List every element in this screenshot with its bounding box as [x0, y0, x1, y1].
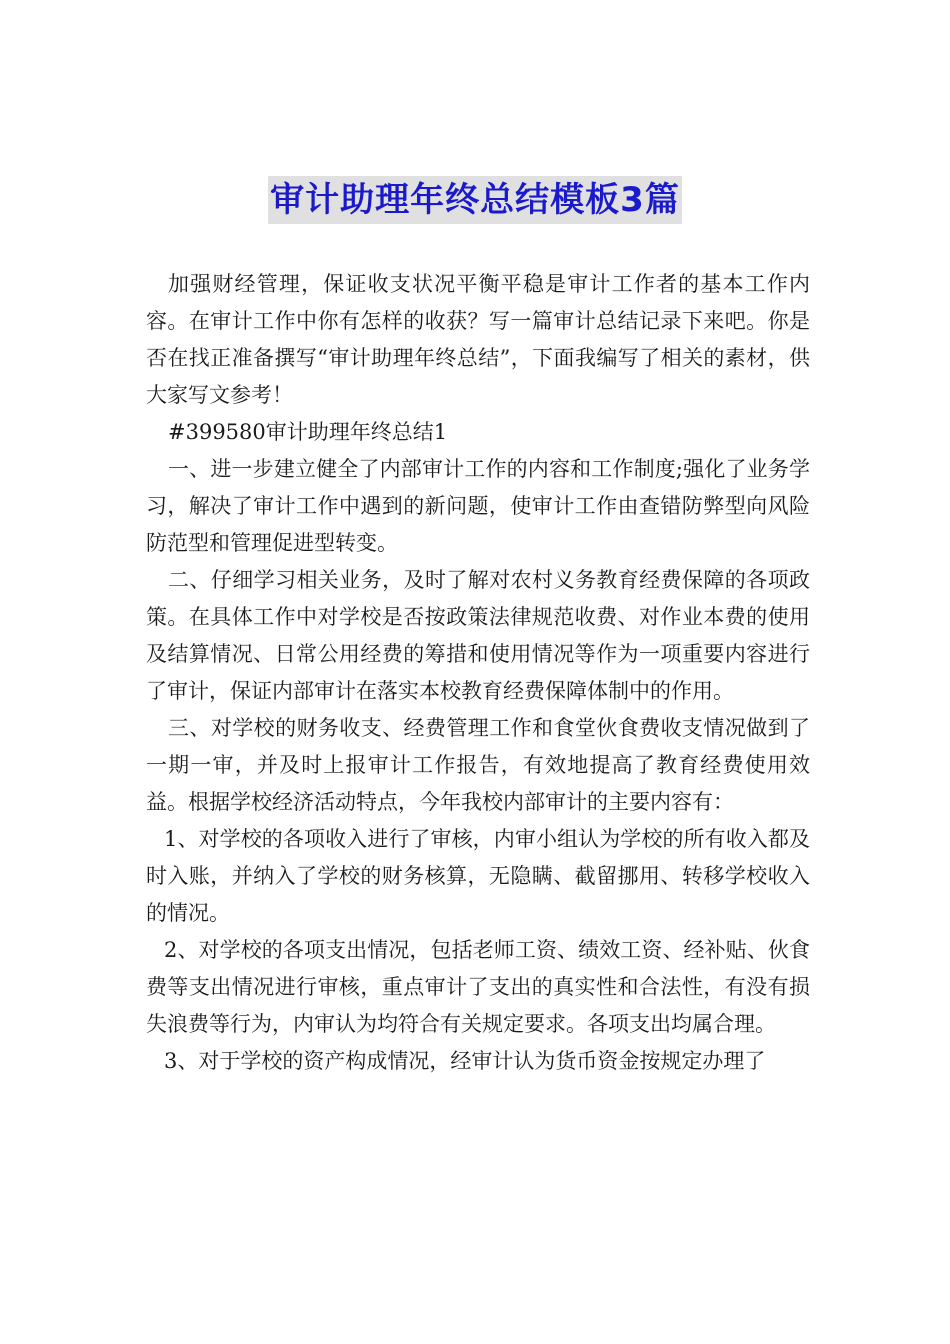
- numbered-paragraph-1: 1、对学校的各项收入进行了审核，内审小组认为学校的所有收入都及时入账，并纳入了学校的财务核算，无隐瞒、截留挪用、转移学校收入的情况。: [146, 827, 810, 925]
- numbered-paragraph-3: 3、对于学校的资产构成情况，经审计认为货币资金按规定办理了: [164, 1049, 766, 1073]
- document-title: 审计助理年终总结模板3篇: [268, 176, 682, 224]
- section-heading: #399580审计助理年终总结1: [168, 420, 448, 444]
- numbered-paragraph-2: 2、对学校的各项支出情况，包括老师工资、绩效工资、经补贴、伙食费等支出情况进行审核，重点审计了支出的真实性和合法性，有没有损失浪费等行为，内审认为均符合有关规定要求。各项支出均属合理。: [146, 938, 810, 1036]
- paragraph-item-1: 一、进一步建立健全了内部审计工作的内容和工作制度;强化了业务学习，解决了审计工作中遇到的新问题，使审计工作由查错防弊型向风险防范型和管理促进型转变。: [146, 457, 810, 555]
- document-body: [146, 266, 810, 1080]
- paragraph-item-2: 二、仔细学习相关业务，及时了解对农村义务教育经费保障的各项政策。在具体工作中对学校是否按政策法律规范收费、对作业本费的使用及结算情况、日常公用经费的筹措和使用情况等作为一项重要内容进行了审计，保证内部审计在落实本校教育经费保障体制中的作用。: [146, 568, 810, 703]
- title-container: [0, 176, 950, 224]
- intro-paragraph: 加强财经管理，保证收支状况平衡平稳是审计工作者的基本工作内容。在审计工作中你有怎样的收获？写一篇审计总结记录下来吧。你是否在找正准备撰写“审计助理年终总结”，下面我编写了相关的素材，供大家写文参考！: [146, 272, 810, 407]
- paragraph-item-3: 三、对学校的财务收支、经费管理工作和食堂伙食费收支情况做到了一期一审，并及时上报审计工作报告，有效地提高了教育经费使用效益。根据学校经济活动特点，今年我校内部审计的主要内容有：: [146, 716, 810, 814]
